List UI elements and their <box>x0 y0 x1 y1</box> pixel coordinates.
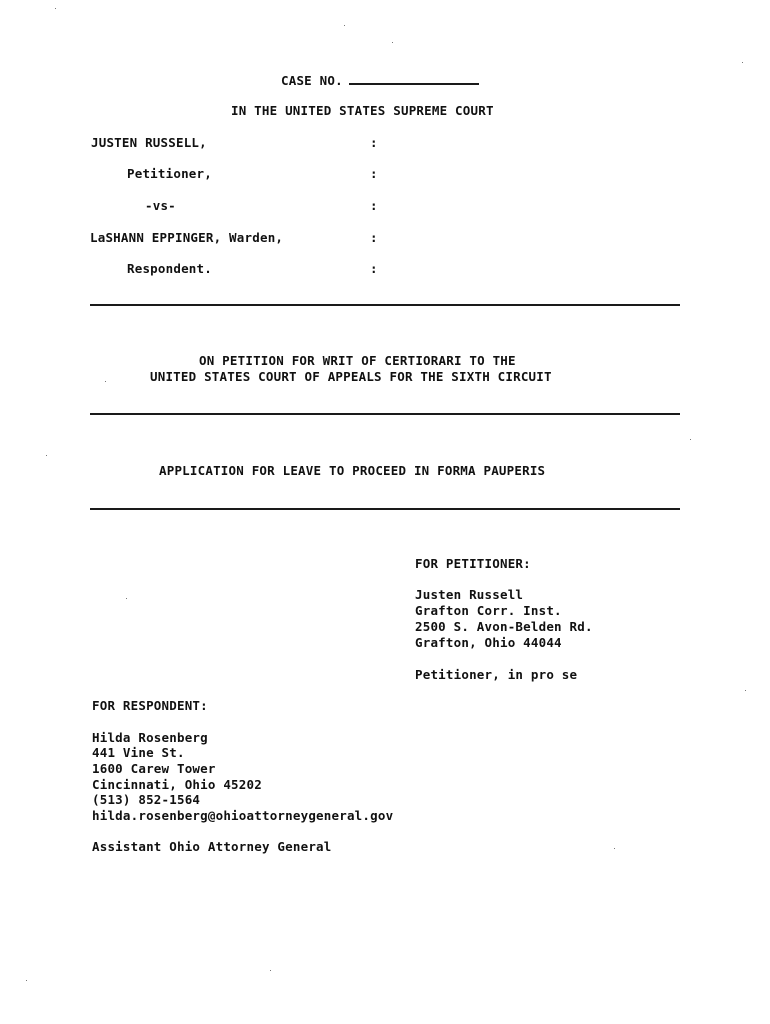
case-number-line <box>281 71 479 89</box>
respondent-building: 1600 Carew Tower <box>92 761 216 776</box>
petitioner-role: Petitioner, <box>127 166 212 181</box>
petitioner-street: 2500 S. Avon-Belden Rd. <box>415 619 593 634</box>
scan-speck <box>270 970 271 971</box>
divider-rule <box>90 304 680 306</box>
respondent-email: hilda.rosenberg@ohioattorneygeneral.gov <box>92 808 394 823</box>
caption-colon: : <box>370 198 378 213</box>
scan-speck <box>344 25 345 26</box>
petitioner-name: JUSTEN RUSSELL, <box>91 135 207 150</box>
case-number-label: CASE NO. <box>281 73 343 88</box>
caption-colon: : <box>370 230 378 245</box>
scan-speck <box>690 439 691 440</box>
petition-line-1: ON PETITION FOR WRIT OF CERTIORARI TO THE <box>199 353 516 368</box>
petition-line-2: UNITED STATES COURT OF APPEALS FOR THE SIXTH CIRCUIT <box>150 369 552 384</box>
petitioner-city: Grafton, Ohio 44044 <box>415 635 562 650</box>
caption-colon: : <box>370 166 378 181</box>
for-petitioner-heading: FOR PETITIONER: <box>415 556 531 571</box>
petitioner-contact-name: Justen Russell <box>415 587 524 602</box>
scan-speck <box>126 598 127 599</box>
respondent-city: Cincinnati, Ohio 45202 <box>92 777 262 792</box>
divider-rule <box>90 413 680 415</box>
respondent-contact-name: Hilda Rosenberg <box>92 730 208 745</box>
divider-rule <box>90 508 680 510</box>
respondent-phone: (513) 852-1564 <box>92 792 201 807</box>
application-title: APPLICATION FOR LEAVE TO PROCEED IN FORMA PAUPERIS <box>159 463 546 478</box>
scan-speck <box>26 980 27 981</box>
scan-speck <box>392 42 393 43</box>
court-name: IN THE UNITED STATES SUPREME COURT <box>231 103 494 118</box>
scan-speck <box>614 848 615 849</box>
petitioner-status: Petitioner, in pro se <box>415 667 578 682</box>
scan-speck <box>742 62 743 63</box>
case-number-blank <box>349 71 479 85</box>
respondent-name: LaSHANN EPPINGER, Warden, <box>90 230 284 245</box>
respondent-role: Respondent. <box>127 261 212 276</box>
scan-speck <box>105 381 106 382</box>
scan-speck <box>55 8 56 9</box>
respondent-title: Assistant Ohio Attorney General <box>92 839 332 854</box>
for-respondent-heading: FOR RESPONDENT: <box>92 698 208 713</box>
scan-speck <box>745 690 746 691</box>
respondent-street: 441 Vine St. <box>92 745 185 760</box>
versus-label: -vs- <box>145 198 176 213</box>
scan-speck <box>46 455 47 456</box>
caption-colon: : <box>370 135 378 150</box>
petitioner-institution: Grafton Corr. Inst. <box>415 603 562 618</box>
caption-colon: : <box>370 261 378 276</box>
